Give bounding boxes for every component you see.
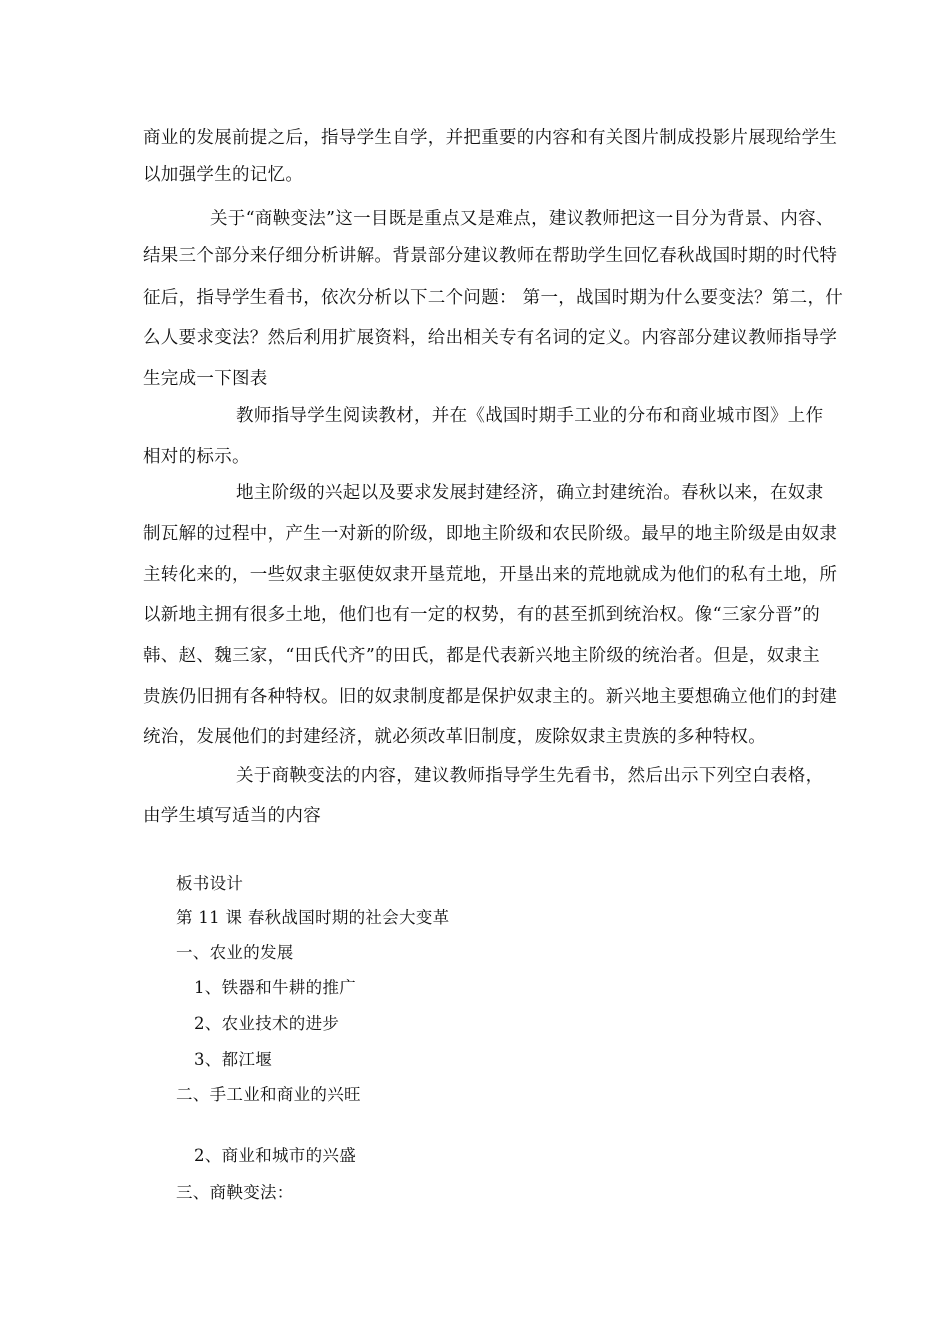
paragraph-line: 地主阶级的兴起以及要求发展封建经济，确立封建统治。春秋以来，在奴隶 <box>236 483 824 503</box>
paragraph-line: 关于商鞅变法的内容，建议教师指导学生先看书，然后出示下列空白表格， <box>236 766 824 786</box>
paragraph-line: 由学生填写适当的内容 <box>143 806 321 826</box>
paragraph-line: 以新地主拥有很多土地，他们也有一定的权势，有的甚至抓到统治权。像“三家分晋”的 <box>143 605 821 625</box>
section-heading: 三、商鞅变法： <box>176 1183 294 1202</box>
paragraph-line: 生完成一下图表 <box>143 369 268 389</box>
paragraph-line: 征后，指导学生看书，依次分析以下二个问题： 第一，战国时期为什么要变法？第二，什 <box>143 288 844 308</box>
paragraph-line: 韩、赵、魏三家，“田氏代齐”的田氏，都是代表新兴地主阶级的统治者。但是，奴隶主 <box>143 646 821 666</box>
paragraph-line: 相对的标示。 <box>143 447 250 467</box>
section-item: 1、铁器和牛耕的推广 <box>194 978 356 997</box>
paragraph-line: 商业的发展前提之后，指导学生自学，并把重要的内容和有关图片制成投影片展现给学生 <box>143 128 838 148</box>
paragraph-line: 制瓦解的过程中，产生一对新的阶级，即地主阶级和农民阶级。最早的地主阶级是由奴隶 <box>143 524 838 544</box>
paragraph-line: 贵族仍旧拥有各种特权。旧的奴隶制度都是保护奴隶主的。新兴地主要想确立他们的封建 <box>143 687 838 707</box>
section-item: 2、商业和城市的兴盛 <box>194 1146 356 1165</box>
section-item: 2、农业技术的进步 <box>194 1014 340 1033</box>
lesson-title: 第 11 课 春秋战国时期的社会大变革 <box>176 908 450 927</box>
section-heading: 一、农业的发展 <box>176 943 294 962</box>
board-heading: 板书设计 <box>176 874 244 893</box>
paragraph-line: 统治，发展他们的封建经济，就必须改革旧制度，废除奴隶主贵族的多种特权。 <box>143 727 766 747</box>
paragraph-line: 教师指导学生阅读教材，并在《战国时期手工业的分布和商业城市图》上作 <box>236 406 824 426</box>
paragraph-line: 以加强学生的记忆。 <box>143 165 304 185</box>
section-item: 3、都江堰 <box>194 1050 272 1069</box>
paragraph-line: 么人要求变法？然后利用扩展资料，给出相关专有名词的定义。内容部分建议教师指导学 <box>143 328 838 348</box>
paragraph-line: 结果三个部分来仔细分析讲解。背景部分建议教师在帮助学生回忆春秋战国时期的时代特 <box>143 246 838 266</box>
paragraph-line: 主转化来的，一些奴隶主驱使奴隶开垦荒地，开垦出来的荒地就成为他们的私有土地，所 <box>143 565 838 585</box>
paragraph-line: 关于“商鞅变法”这一目既是重点又是难点，建议教师把这一目分为背景、内容、 <box>210 209 834 229</box>
section-heading: 二、手工业和商业的兴旺 <box>176 1085 361 1104</box>
